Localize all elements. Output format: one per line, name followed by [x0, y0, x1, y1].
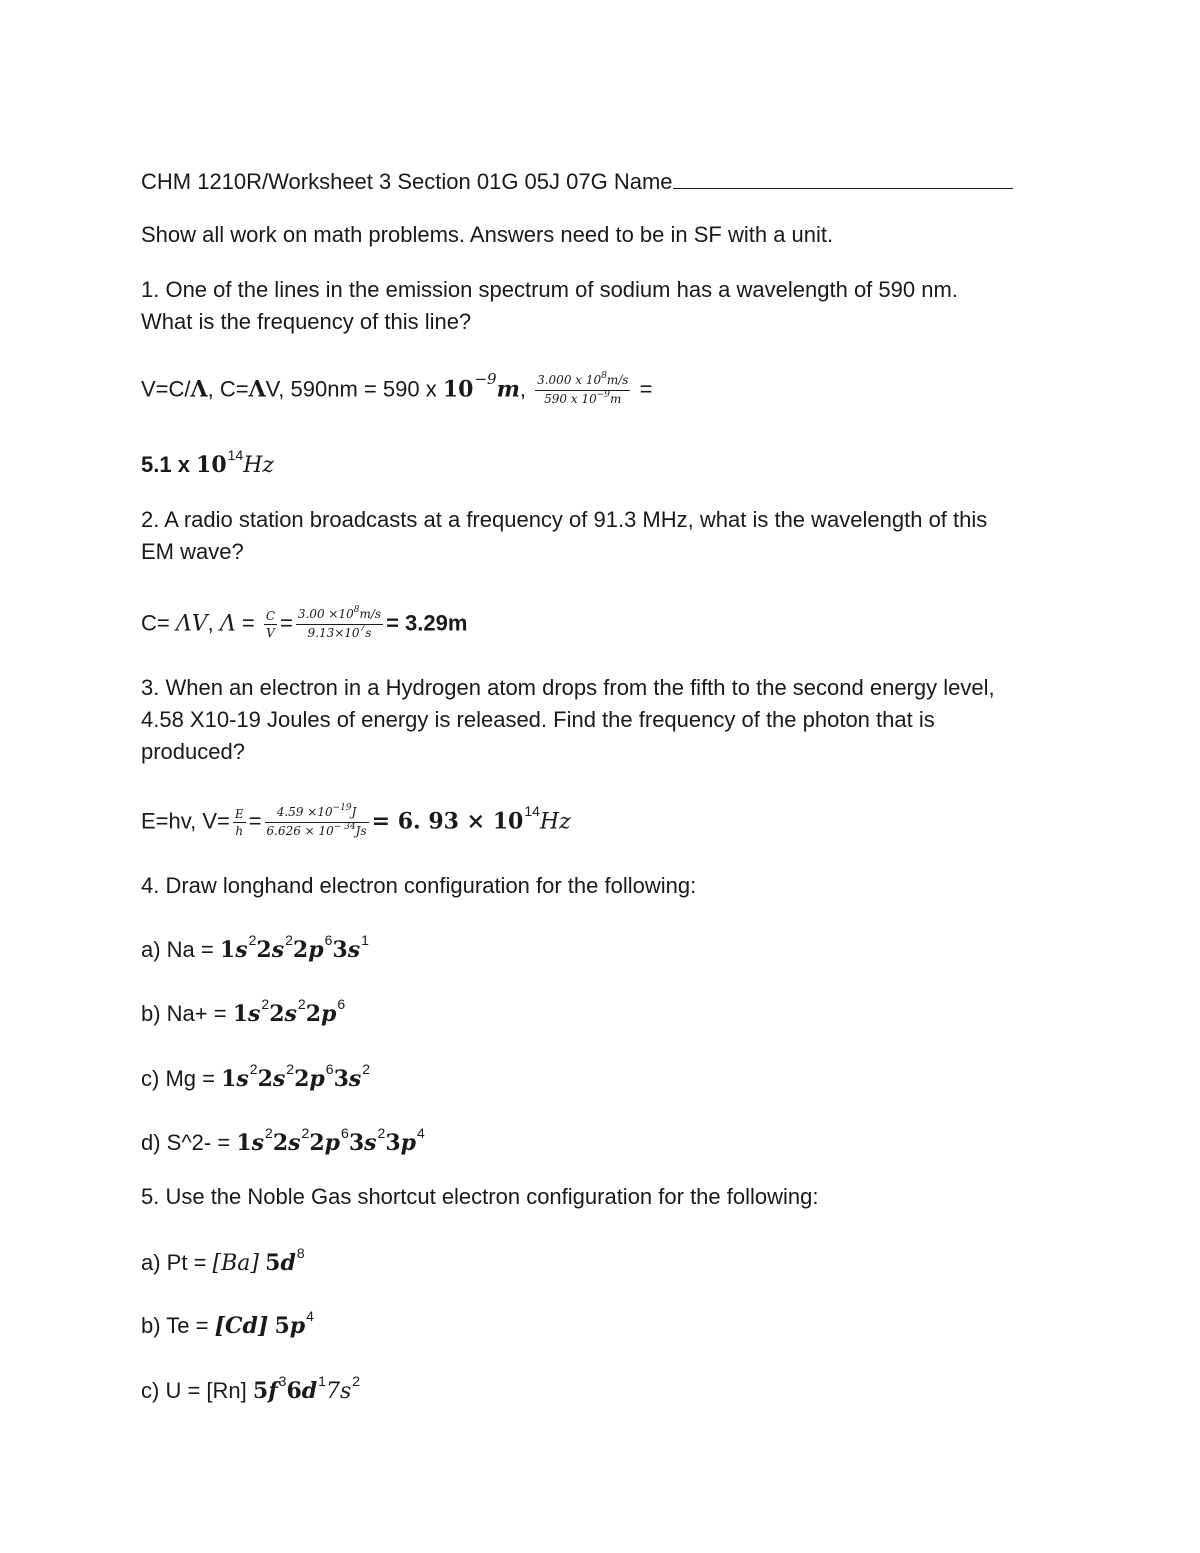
q5-b: b) Te = [Cd] $5p^4$ — [141, 1308, 314, 1339]
name-blank-line — [673, 168, 1013, 189]
q4-b: b) $Na+ = 1s^22s^22p^6$ — [141, 996, 346, 1027]
q3-text-line2: 4.58 X10-19 Joules of energy is released. Find the frequency of the photon that is — [141, 707, 935, 732]
q1-text-line1: 1. One of the lines in the emission spectrum of sodium has a wavelength of 590 nm. — [141, 277, 958, 302]
q1-fraction: $\frac{3.000 x 10^8m/s}{590 x 10^{-9}m}$ — [537, 371, 629, 406]
q1-answer: 5.1 x $10^{14}Hz$ — [141, 447, 275, 478]
q3-answer: = 6. 93 × 10 — [371, 808, 524, 835]
q2-fraction-cv: $\frac{C}{V}$ — [265, 609, 276, 640]
q3-text-line3: produced? — [141, 739, 245, 764]
q2-work: C= ΛV, Λ = $\frac{C}{V}$ = $\frac{3.00 \times 10^8m/s}{9.13\times 10^7s}$ = 3.29m — [141, 606, 467, 643]
instructions: Show all work on math problems. Answers need to be in SF with a unit. — [141, 222, 834, 247]
q2-answer: = 3.29m — [386, 610, 468, 636]
q3-work: E=hv, V= $\frac{E}{h}$ = $\frac{4.59 \times 10^{-19}J}{6.626 \times 10^{- 34}Js}$ = 6. $93 \times 10^{14}Hz$ — [141, 804, 571, 841]
q2-fraction-values: $\frac{3.00 \times 10^8m/s}{9.13\times 10^7s}$ — [297, 605, 382, 640]
header-title: CHM 1210R/Worksheet 3 Section 01G 05J 07G Name — [141, 169, 673, 194]
q1-text-line2: What is the frequency of this line? — [141, 309, 472, 334]
q5-prompt: 5. Use the Noble Gas shortcut electron configuration for the following: — [141, 1184, 819, 1209]
q4-d: d) S^2- = $1s^22s^22p^63s^23p^4$ — [141, 1125, 425, 1156]
q3-text-line1: 3. When an electron in a Hydrogen atom drops from the fifth to the second energy level, — [141, 675, 995, 700]
q5-a: a) Pt = [Ba] $5d^8$ — [141, 1245, 305, 1276]
q2-text-line2: EM wave? — [141, 539, 244, 564]
q4-prompt: 4. Draw longhand electron configuration for the following: — [141, 873, 697, 898]
q3-fraction-eh: $\frac{E}{h}$ — [234, 807, 244, 838]
q4-c: c) $Mg = 1s^22s^22p^63s^2$ — [141, 1061, 371, 1092]
q1-work: V=C/Λ, C=ΛV, 590nm = 590 x $10^{-9}m$, $\frac{3.000 x 10^8m/s}{590 x 10^{-9}m}$ = — [141, 372, 652, 409]
q4-a: a) $Na = 1s^22s^22p^63s^1$ — [141, 932, 369, 963]
q2-text-line1: 2. A radio station broadcasts at a frequency of 91.3 MHz, what is the wavelength of this — [141, 507, 988, 532]
worksheet-header — [141, 168, 1013, 195]
q5-c: c) U = [Rn] $5f^36d^17s^2$ — [141, 1373, 361, 1404]
q3-fraction-values: $\frac{4.59 \times 10^{-19}J}{6.626 \times 10^{- 34}Js}$ — [266, 803, 367, 838]
